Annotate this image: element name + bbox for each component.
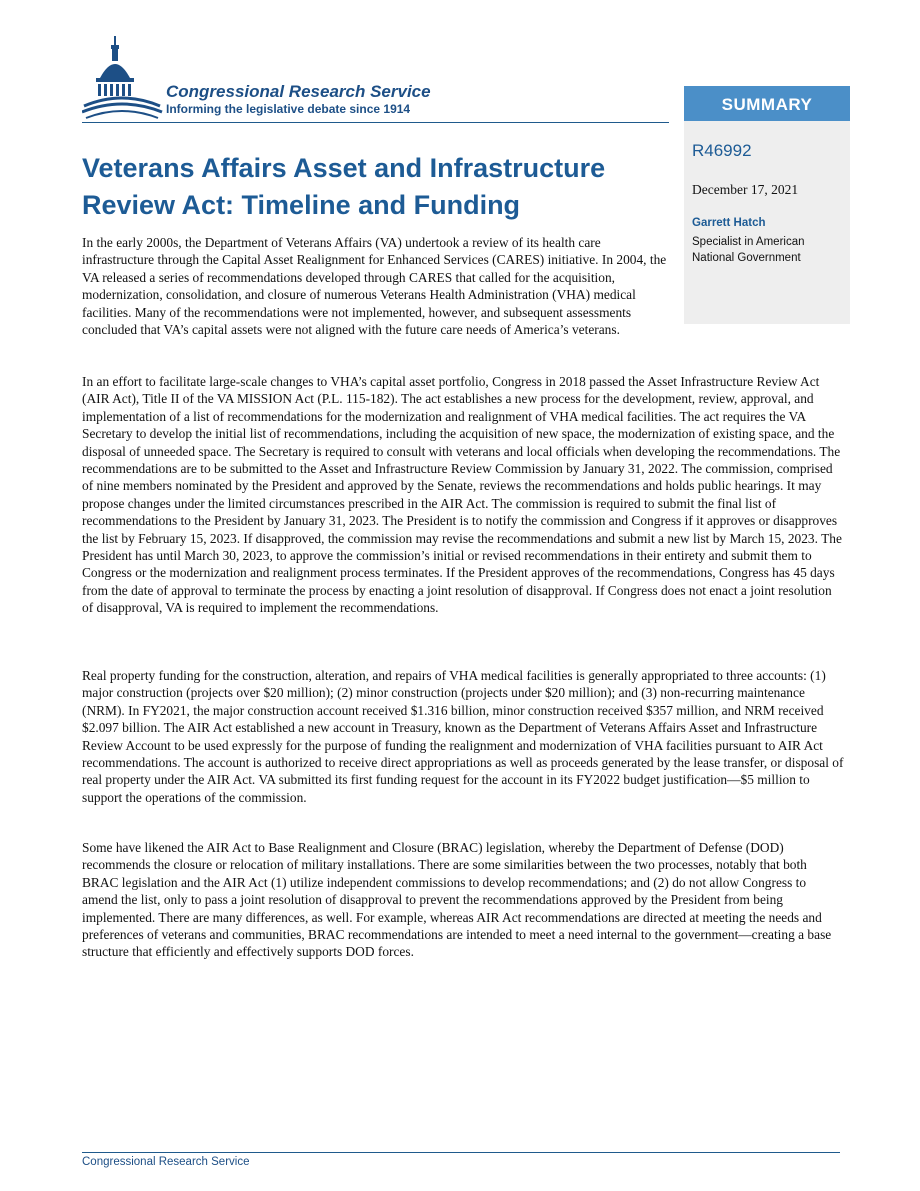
report-date: December 17, 2021 <box>692 182 799 197</box>
org-tagline: Informing the legislative debate since 1914 <box>166 102 411 116</box>
author-name[interactable]: Garrett Hatch <box>692 217 766 229</box>
crs-logo[interactable] <box>82 36 482 122</box>
footer-divider <box>82 1152 840 1153</box>
footer-text: Congressional Research Service <box>82 1156 250 1168</box>
report-title: Veterans Affairs Asset and Infrastructure Review Act: Timeline and Funding <box>82 153 606 220</box>
author-title: Specialist in American National Government <box>692 236 805 264</box>
header-divider <box>82 122 669 123</box>
summary-heading: SUMMARY <box>684 86 850 121</box>
org-name: Congressional Research Service <box>166 82 431 101</box>
summary-paragraph-2: In an effort to facilitate large-scale changes to VHA’s capital asset portfolio, Congress in 2018 passed the Asset Infrastructure Review Act (AIR Act), Title II of the VA MISSION Act (P.L. 115-182). The act establishes a new process for the development, review, approval, and implementation of a list of recommendations for the modernization and realignment of VHA medical facilities. The act requires the VA Secretary to develop the initial list of recommendations, including the acquisition of new space, the modernization of existing space, and the disposal of unneeded space. The Secretary is required to consult with veterans and local officials when developing the recommendations. The recommendations are to be submitted to the Asset and Infrastructure Review Commission by January 31, 2022. The commission, comprised of nine members nominated by the President and approved by the Senate, reviews the recommendations and holds public hearings. It may propose changes under the limited circumstances prescribed in the AIR Act. The commission is required to submit the final list of recommendations to the President by January 31, 2023. The President is to notify the commission and Congress if it approves or disapproves the list by February 15, 2023. If disapproved, the commission may revise the recommendations and submit a new list by March 15, 2023. The President has until March 30, 2023, to approve the commission’s initial or revised recommendations in their entirety and submit them to Congress or the modernization and realignment process terminates. If the President approves of the recommendations, Congress has 45 days from the date of approval to terminate the process by enacting a joint resolution of disapproval. If Congress does not enact a joint resolution of disapproval, VA is required to implement the recommendations. <box>82 374 842 616</box>
summary-paragraph-1: In the early 2000s, the Department of Veterans Affairs (VA) undertook a review of its health care infrastructure through the Capital Asset Realignment for Enhanced Services (CARES) initiative. In 2004, the VA released a series of recommendations developed through CARES that called for the acquisition, modernization, consolidation, and closure of numerous Veterans Health Administration (VHA) medical facilities. Many of the recommendations were not implemented, however, and subsequent assessments concluded that VA’s capital assets were not aligned with the future care needs of America’s veterans. <box>82 235 667 338</box>
report-number: R46992 <box>692 141 752 160</box>
summary-sidebar <box>684 86 850 324</box>
summary-paragraph-3: Real property funding for the construction, alteration, and repairs of VHA medical facilities is generally appropriated to three accounts: (1) major construction (projects over $20 million); (2) minor construction (projects under $20 million); and (3) non-recurring maintenance (NRM). In FY2021, the major construction account received $1.316 billion, minor construction received $357 million, and NRM received $2.097 billion. The AIR Act established a new account in Treasury, known as the Department of Veterans Affairs Asset and Infrastructure Review Account to be used expressly for the purpose of funding the realignment and modernization of VHA facilities pursuant to AIR Act recommendations. The account is authorized to receive direct appropriations as well as proceeds generated by the lease transfer, or disposal of real property under the AIR Act. VA submitted its first funding request for the account in its FY2022 budget justification—$5 million to support the operations of the commission. <box>82 668 844 805</box>
capitol-dome-icon <box>82 36 164 122</box>
summary-paragraph-4: Some have likened the AIR Act to Base Realignment and Closure (BRAC) legislation, whereby the Department of Defense (DOD) recommends the closure or relocation of military installations. There are some similarities between the two processes, notably that both BRAC legislation and the AIR Act (1) utilize independent commissions to develop recommendations; and (2) do not allow Congress to amend the list, only to pass a joint resolution of disapproval to prevent the recommendations approved by the President from being implemented. There are many differences, as well. For example, whereas AIR Act recommendations are directed at meeting the needs and preferences of veterans and communities, BRAC recommendations are intended to meet a need internal to the government—creating a base structure that efficiently and effectively supports DOD forces. <box>82 840 832 960</box>
